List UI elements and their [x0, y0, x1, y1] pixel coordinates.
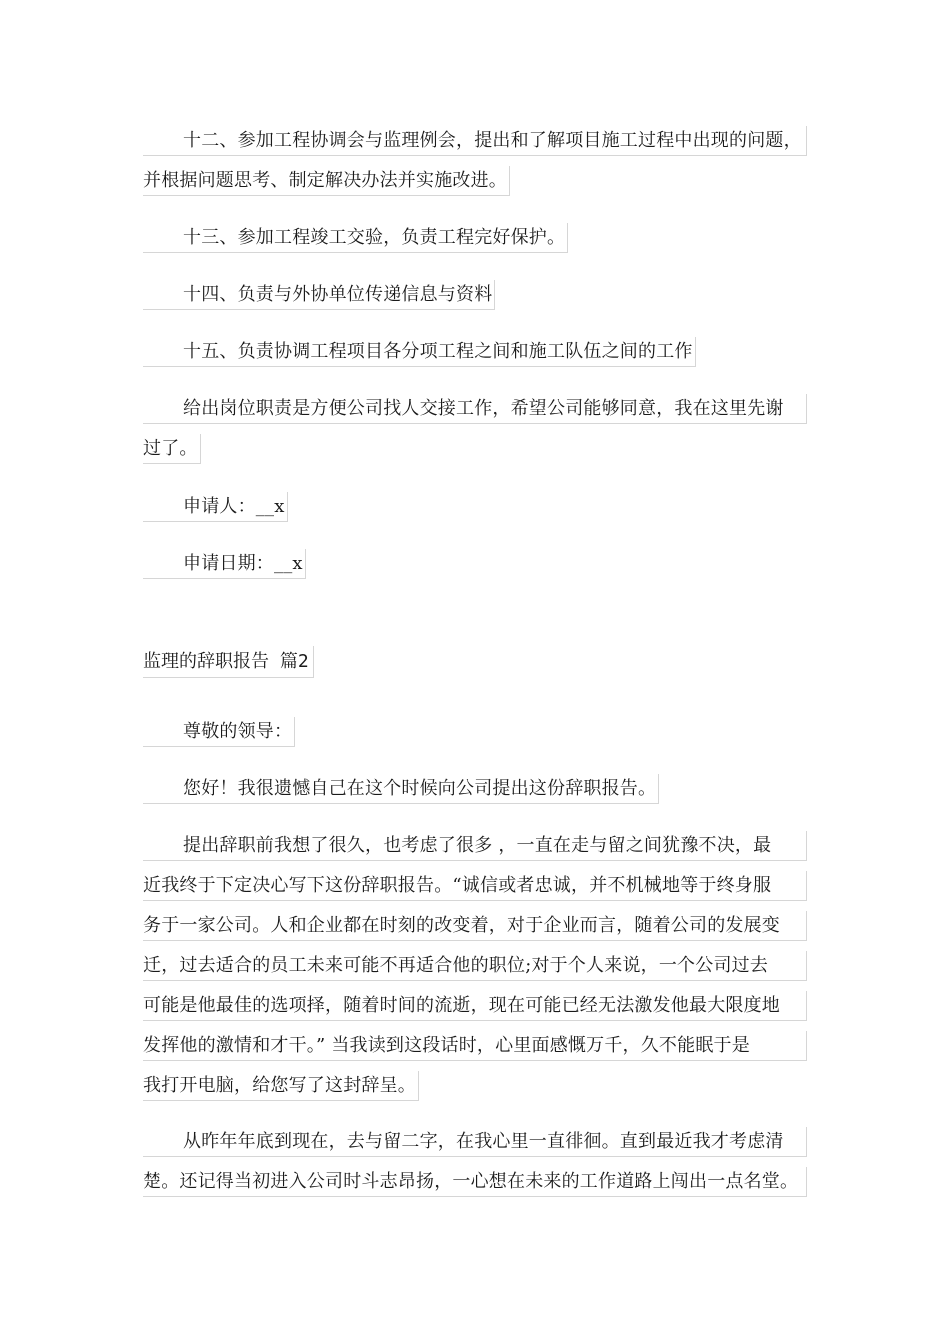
paragraph-line: 发挥他的激情和才干。” 当我读到这段话时，心里面感慨万千，久不能眠于是 [143, 1031, 807, 1061]
paragraph-line: 给出岗位职责是方便公司找人交接工作，希望公司能够同意，我在这里先谢 [143, 394, 807, 424]
paragraph-line: 提出辞职前我想了很久，也考虑了很多 ，一直在走与留之间犹豫不决，最 [143, 831, 807, 861]
date-line: 申请日期：__x [143, 549, 306, 579]
paragraph-line: 并根据问题思考、制定解决办法并实施改进。 [143, 166, 510, 196]
paragraph-line: 迁，过去适合的员工未来可能不再适合他的职位;对于个人来说，一个公司过去 [143, 951, 807, 981]
paragraph-line: 从昨年年底到现在，去与留二字，在我心里一直徘徊。直到最近我才考虑清 [143, 1127, 807, 1157]
paragraph-line: 十三、参加工程竣工交验，负责工程完好保护。 [143, 223, 568, 253]
paragraph-line: 近我终于下定决心写下这份辞职报告。“诚信或者忠诚，并不机械地等于终身服 [143, 871, 807, 901]
section-heading: 监理的辞职报告 篇2 [143, 646, 314, 678]
paragraph-line: 楚。还记得当初进入公司时斗志昂扬，一心想在未来的工作道路上闯出一点名堂。 [143, 1167, 807, 1197]
salutation-line: 尊敬的领导： [143, 717, 295, 747]
paragraph-line: 可能是他最佳的选项择，随着时间的流逝，现在可能已经无法激发他最大限度地 [143, 991, 807, 1021]
paragraph-line: 务于一家公司。人和企业都在时刻的改变着，对于企业而言，随着公司的发展变 [143, 911, 807, 941]
applicant-line: 申请人：__x [143, 492, 288, 522]
paragraph-line: 十五、负责协调工程项目各分项工程之间和施工队伍之间的工作 [143, 337, 696, 367]
paragraph-line: 过了。 [143, 434, 201, 464]
paragraph-line: 您好！我很遗憾自己在这个时候向公司提出这份辞职报告。 [143, 774, 659, 804]
paragraph-line: 十二、参加工程协调会与监理例会，提出和了解项目施工过程中出现的问题， [143, 126, 807, 156]
paragraph-line: 十四、负责与外协单位传递信息与资料 [143, 280, 495, 310]
paragraph-line: 我打开电脑，给您写了这封辞呈。 [143, 1071, 419, 1101]
